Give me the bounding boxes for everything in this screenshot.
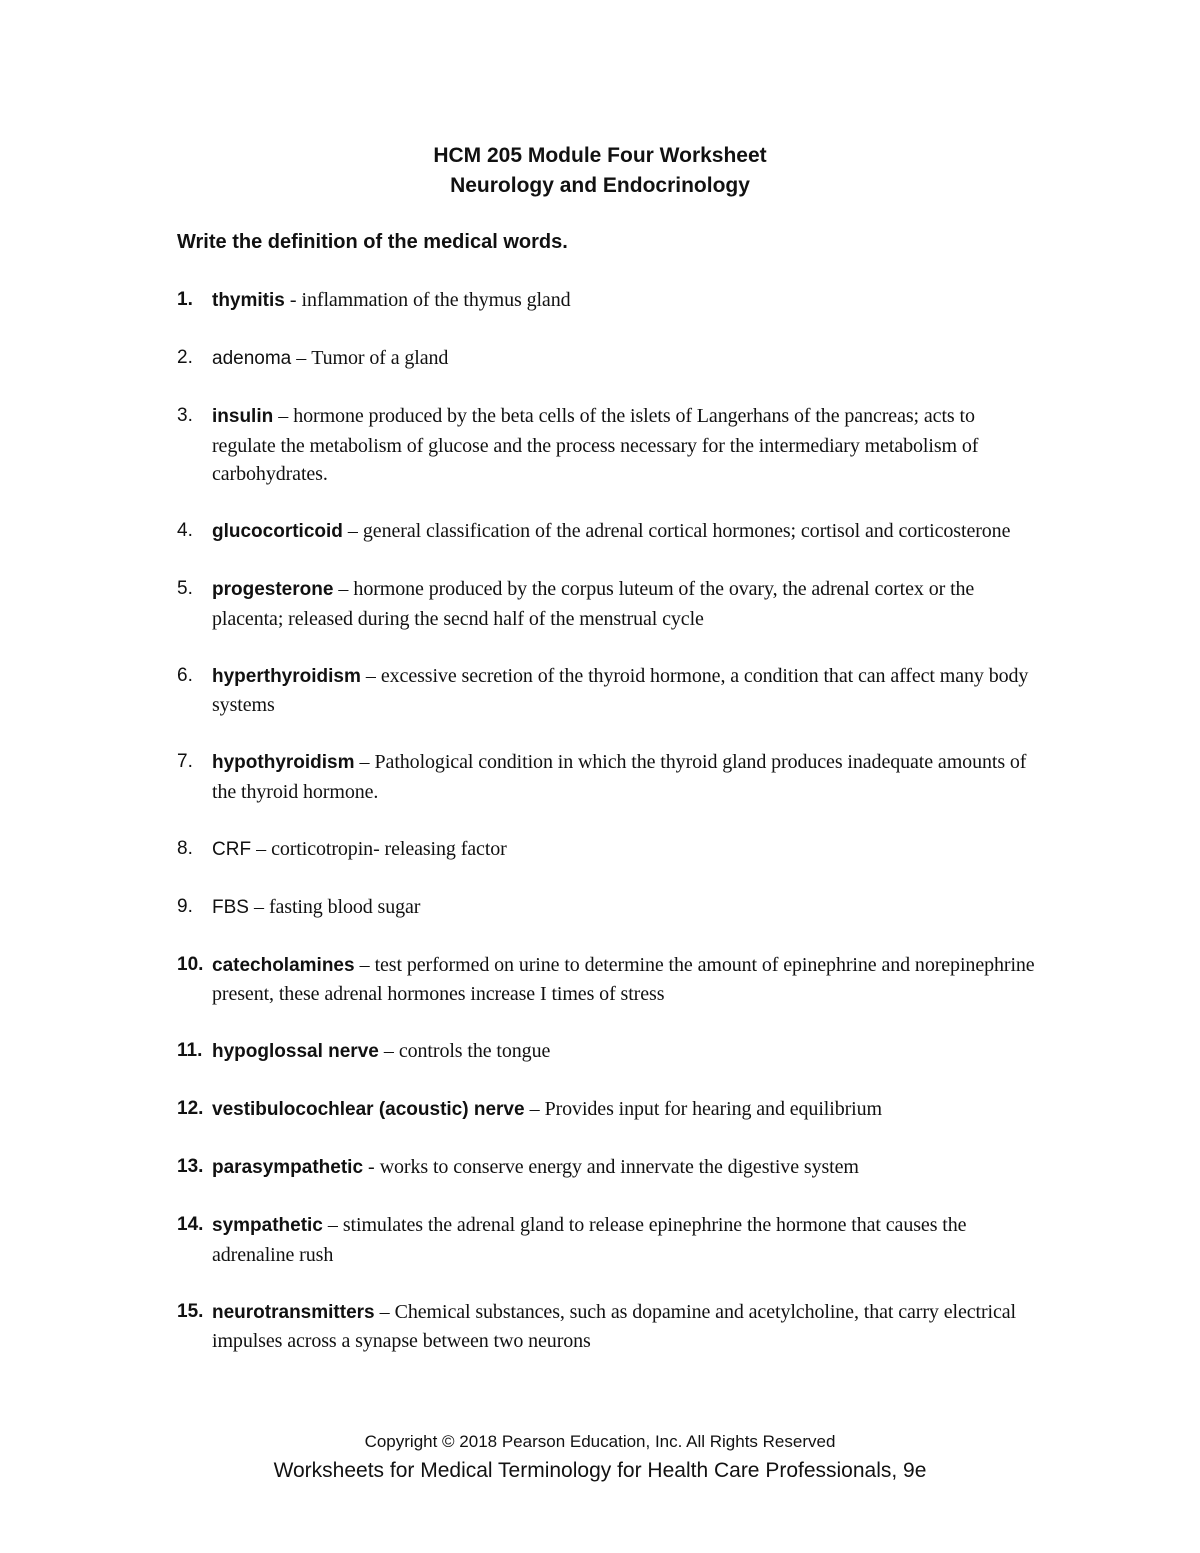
- term-word: glucocorticoid: [212, 521, 343, 542]
- term-definition: Provides input for hearing and equilibrium: [544, 1098, 882, 1120]
- term-definition: hormone produced by the corpus luteum of the ovary, the adrenal cortex or the placenta; released during the secnd half of the menstrual cycle: [212, 578, 975, 630]
- term-item: [177, 951, 1037, 1009]
- term-number: 14.: [177, 1214, 204, 1235]
- term-definition: Pathological condition in which the thyroid gland produces inadequate amounts of the thyroid hormone.: [212, 751, 1027, 803]
- term-item: [177, 835, 1037, 865]
- term-word: progesterone: [212, 579, 334, 600]
- term-item: [177, 517, 1037, 547]
- term-definition: fasting blood sugar: [268, 895, 421, 918]
- term-word: FBS: [212, 896, 249, 918]
- worksheet-title: HCM 205 Module Four Worksheet: [433, 144, 767, 167]
- term-definition: excessive secretion of the thyroid hormone, a condition that can affect many body systems: [212, 664, 1029, 716]
- term-item: [177, 662, 1037, 720]
- term-number: 9.: [177, 895, 193, 917]
- term-separator: –: [333, 578, 354, 600]
- term-word: vestibulocochlear (acoustic) nerve: [212, 1099, 525, 1120]
- term-separator: –: [524, 1098, 545, 1120]
- term-word: hyperthyroidism: [212, 665, 361, 687]
- term-word: adenoma: [212, 348, 292, 369]
- term-separator: –: [251, 837, 272, 860]
- term-number: 10.: [177, 953, 204, 975]
- term-definition: general classification of the adrenal cortical hormones; cortisol and corticosterone: [362, 520, 1011, 542]
- term-separator: –: [354, 751, 375, 773]
- term-number: 8.: [177, 837, 193, 859]
- term-number: 3.: [177, 405, 193, 426]
- term-definition: Tumor of a gland: [311, 347, 449, 369]
- term-separator: –: [342, 520, 363, 542]
- term-item: [177, 344, 1037, 374]
- term-number: 13.: [177, 1156, 204, 1177]
- term-number: 6.: [177, 664, 193, 686]
- book-title-footer: Worksheets for Medical Terminology for Health Care Professionals, 9e: [273, 1459, 927, 1482]
- term-number: 15.: [177, 1300, 204, 1322]
- term-word: neurotransmitters: [212, 1301, 375, 1323]
- term-item: [177, 575, 1037, 633]
- term-separator: –: [378, 1040, 399, 1062]
- term-separator: -: [363, 1156, 380, 1178]
- term-definition: corticotropin- releasing factor: [271, 837, 507, 860]
- term-item: [177, 1211, 1037, 1269]
- term-separator: -: [284, 289, 302, 311]
- term-separator: –: [322, 1214, 343, 1236]
- term-number: 1.: [177, 289, 193, 310]
- term-definition: controls the tongue: [398, 1040, 551, 1062]
- term-word: insulin: [212, 406, 274, 427]
- term-word: thymitis: [212, 290, 285, 311]
- term-definition: test performed on urine to determine the amount of epinephrine and norepinephrine present, these adrenal hormones increase I times of stress: [212, 953, 1035, 1005]
- term-number: 7.: [177, 751, 193, 772]
- term-word: parasympathetic: [212, 1157, 364, 1178]
- term-number: 4.: [177, 520, 193, 541]
- term-number: 11.: [177, 1040, 203, 1061]
- term-word: catecholamines: [212, 954, 355, 976]
- term-word: hypothyroidism: [212, 752, 355, 773]
- terms-list: [177, 286, 1037, 1384]
- term-number: 12.: [177, 1098, 204, 1119]
- term-item: [177, 1037, 1037, 1067]
- term-definition: works to conserve energy and innervate the digestive system: [379, 1156, 859, 1178]
- term-item: [177, 748, 1037, 806]
- term-separator: –: [354, 953, 375, 976]
- term-separator: –: [291, 347, 312, 369]
- term-word: sympathetic: [212, 1215, 323, 1236]
- term-separator: –: [360, 664, 381, 687]
- term-separator: –: [273, 405, 294, 427]
- term-item: [177, 286, 1037, 316]
- term-number: 5.: [177, 578, 193, 599]
- term-definition: hormone produced by the beta cells of the islets of Langerhans of the pancreas; acts to regulate the metabolism of glucose and the process necessary for the intermediary metabolism of carbohydrates.: [212, 405, 979, 485]
- term-definition: inflammation of the thymus gland: [301, 289, 571, 311]
- term-word: CRF: [212, 838, 252, 860]
- copyright-notice: Copyright © 2018 Pearson Education, Inc. All Rights Reserved: [364, 1432, 836, 1451]
- term-word: hypoglossal nerve: [212, 1041, 379, 1062]
- term-item: [177, 1298, 1037, 1356]
- term-definition: stimulates the adrenal gland to release epinephrine the hormone that causes the adrenaline rush: [212, 1214, 967, 1266]
- term-separator: –: [374, 1300, 395, 1323]
- instructions-heading: Write the definition of the medical words.: [177, 231, 568, 253]
- term-item: [177, 402, 1037, 489]
- term-number: 2.: [177, 347, 193, 368]
- worksheet-subtitle: Neurology and Endocrinology: [450, 174, 750, 197]
- term-item: [177, 1153, 1037, 1183]
- term-separator: –: [248, 895, 269, 918]
- term-item: [177, 1095, 1037, 1125]
- term-item: [177, 893, 1037, 923]
- term-definition: Chemical substances, such as dopamine and acetylcholine, that carry electrical impulses across a synapse between two neurons: [212, 1300, 1016, 1352]
